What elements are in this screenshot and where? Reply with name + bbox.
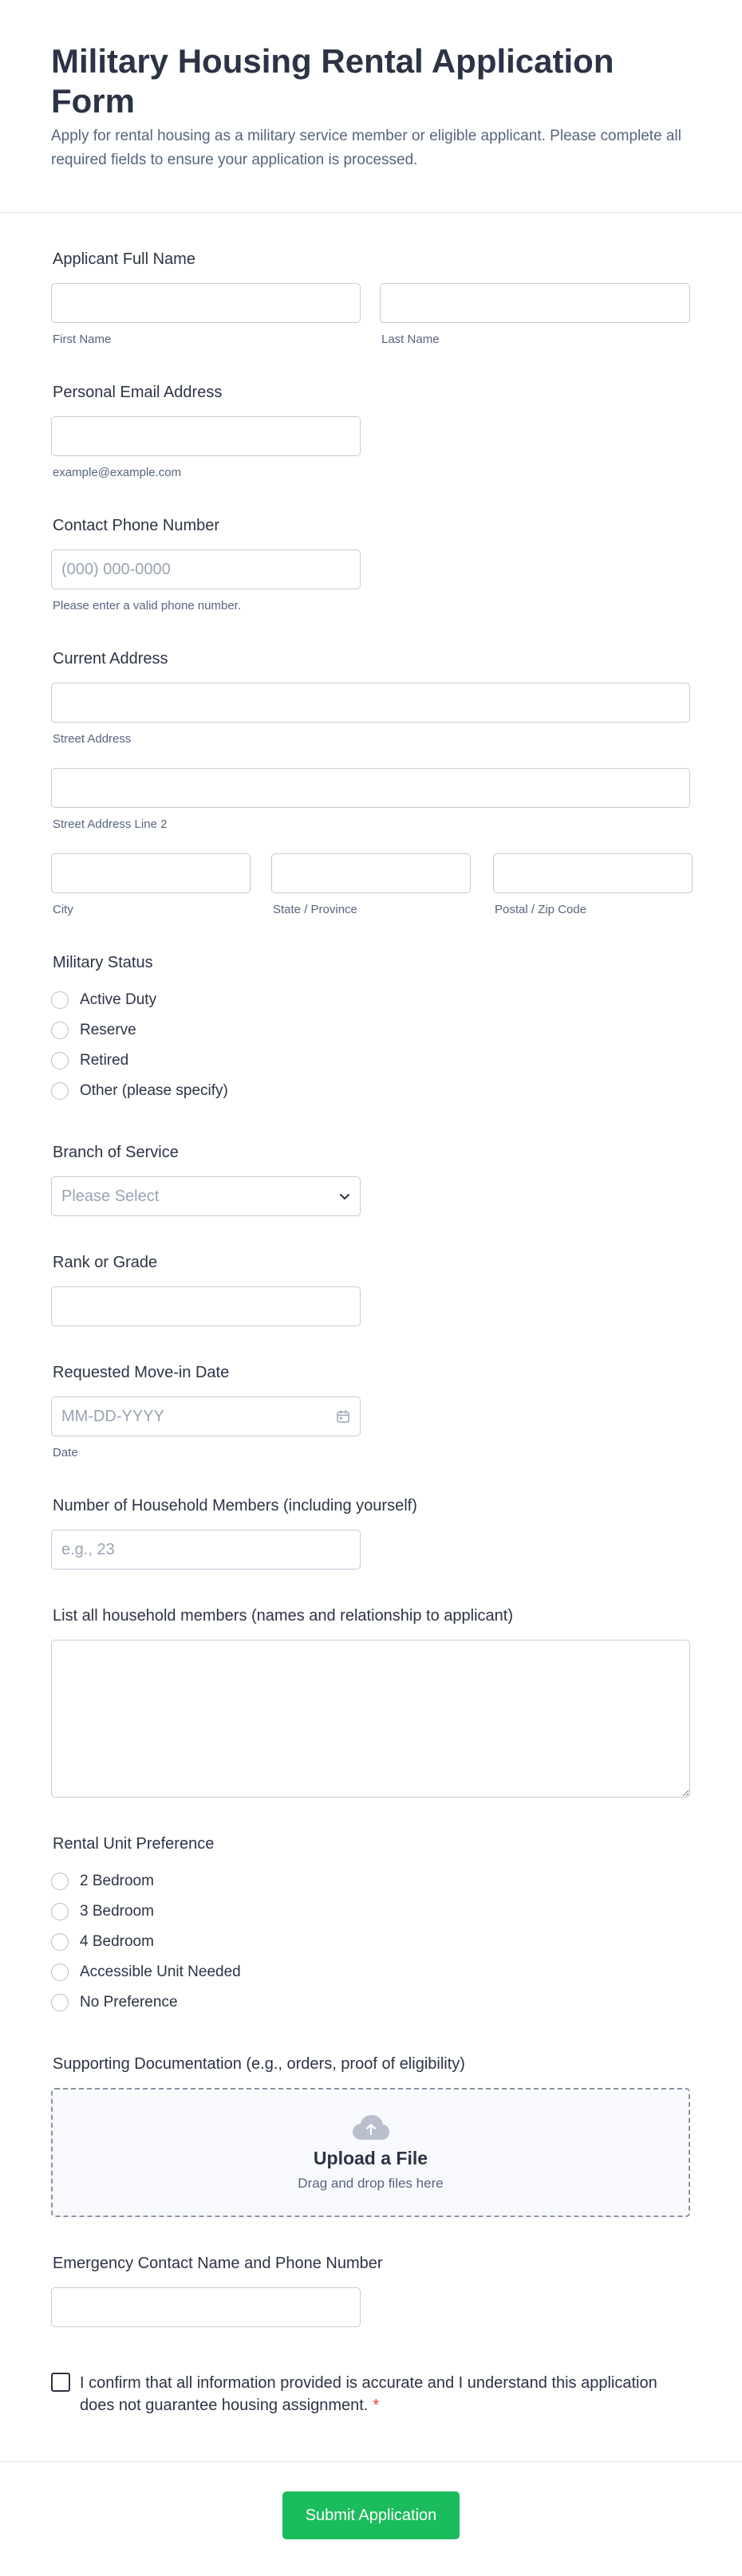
email-label: Personal Email Address — [53, 384, 223, 401]
radio-option-label: 3 Bedroom — [80, 1903, 154, 1920]
radio-circle[interactable] — [51, 1903, 69, 1920]
rank-label: Rank or Grade — [53, 1254, 158, 1271]
radio-option-label: Other (please specify) — [80, 1082, 228, 1099]
email-section — [51, 383, 691, 479]
form-body — [0, 250, 742, 2416]
email-sublabel: example@example.com — [53, 466, 182, 479]
branch-section — [51, 1143, 691, 1216]
radio-circle[interactable] — [51, 1994, 69, 2011]
radio-option-label: 2 Bedroom — [80, 1873, 154, 1889]
household-list-textarea[interactable] — [51, 1640, 690, 1798]
move-in-sublabel: Date — [53, 1446, 78, 1459]
radio-option-label: Active Duty — [80, 991, 157, 1008]
household-count-input[interactable] — [51, 1530, 361, 1570]
emergency-contact-section — [51, 2254, 691, 2327]
state-input[interactable] — [271, 853, 471, 893]
radio-circle[interactable] — [51, 1873, 69, 1890]
file-upload-dropzone[interactable] — [51, 2088, 690, 2217]
street-address-input[interactable] — [51, 683, 690, 723]
required-mark: * — [373, 2397, 380, 2414]
branch-select[interactable] — [51, 1176, 361, 1216]
full-name-section — [51, 250, 691, 346]
branch-placeholder: Please Select — [61, 1187, 160, 1205]
emergency-contact-label: Emergency Contact Name and Phone Number — [53, 2255, 383, 2272]
last-name-sublabel: Last Name — [381, 333, 440, 346]
radio-circle[interactable] — [51, 1082, 69, 1100]
confirm-label: I confirm that all information provided is accurate and I understand this application does not guarantee housing assignment. — [80, 2374, 657, 2414]
submit-button[interactable]: Submit Application — [282, 2491, 460, 2539]
confirm-text — [80, 2372, 691, 2416]
city-input[interactable] — [51, 853, 251, 893]
email-input[interactable] — [51, 416, 361, 456]
documents-section — [51, 2054, 691, 2217]
military-status-section — [51, 953, 691, 1106]
confirm-checkbox[interactable] — [51, 2373, 70, 2392]
first-name-sublabel: First Name — [53, 333, 112, 346]
move-in-label: Requested Move-in Date — [53, 1364, 230, 1381]
zip-sublabel: Postal / Zip Code — [495, 903, 587, 916]
calendar-icon[interactable] — [336, 1409, 350, 1424]
full-name-label: Applicant Full Name — [53, 250, 195, 268]
phone-section — [51, 516, 691, 612]
unit-preference-option[interactable] — [51, 1987, 691, 2018]
radio-circle[interactable] — [51, 1964, 69, 1981]
cloud-upload-icon — [351, 2114, 391, 2141]
address-label: Current Address — [53, 650, 168, 668]
first-name-input[interactable] — [51, 283, 361, 323]
radio-option-label: Reserve — [80, 1022, 136, 1038]
household-count-placeholder: e.g., 23 — [61, 1540, 115, 1558]
radio-circle[interactable] — [51, 1022, 69, 1039]
form-subtitle: Apply for rental housing as a military service member or eligible applicant. Please complete all required fields to ensure your application is processed. — [51, 128, 681, 168]
last-name-input[interactable] — [380, 283, 690, 323]
branch-label: Branch of Service — [53, 1144, 179, 1161]
phone-input[interactable] — [51, 549, 361, 589]
zip-input[interactable] — [493, 853, 693, 893]
unit-preference-section — [51, 1834, 691, 2018]
upload-subtitle: Drag and drop files here — [298, 2175, 444, 2191]
unit-preference-option[interactable] — [51, 1866, 691, 1897]
rank-section — [51, 1253, 691, 1326]
unit-preference-option[interactable] — [51, 1897, 691, 1927]
military-status-option[interactable] — [51, 1076, 691, 1106]
street-address-line2-sublabel: Street Address Line 2 — [53, 817, 168, 831]
confirm-section — [51, 2372, 691, 2416]
city-sublabel: City — [53, 903, 73, 916]
move-in-section — [51, 1363, 691, 1459]
move-in-date-input[interactable] — [51, 1396, 361, 1436]
household-count-section — [51, 1496, 691, 1570]
radio-option-label: 4 Bedroom — [80, 1933, 154, 1950]
household-list-label: List all household members (names and relationship to applicant) — [53, 1607, 513, 1625]
radio-circle[interactable] — [51, 991, 69, 1009]
military-status-label: Military Status — [53, 954, 153, 971]
rank-input[interactable] — [51, 1286, 361, 1326]
radio-option-label: No Preference — [80, 1994, 178, 2011]
phone-sublabel: Please enter a valid phone number. — [53, 599, 241, 612]
date-placeholder: MM-DD-YYYY — [61, 1407, 164, 1425]
household-list-section — [51, 1606, 691, 1798]
address-section — [51, 649, 691, 916]
unit-preference-option[interactable] — [51, 1927, 691, 1957]
phone-placeholder: (000) 000-0000 — [61, 560, 171, 578]
phone-label: Contact Phone Number — [53, 517, 220, 534]
upload-title: Upload a File — [313, 2147, 428, 2168]
street-address-sublabel: Street Address — [53, 732, 132, 746]
radio-circle[interactable] — [51, 1052, 69, 1069]
chevron-down-icon — [339, 1191, 350, 1202]
radio-option-label: Retired — [80, 1052, 129, 1069]
military-status-option[interactable] — [51, 1015, 691, 1046]
form-header — [0, 0, 742, 213]
street-address-line2-input[interactable] — [51, 768, 690, 808]
unit-preference-label: Rental Unit Preference — [53, 1835, 215, 1853]
radio-option-label: Accessible Unit Needed — [80, 1964, 241, 1980]
form-title: Military Housing Rental Application Form — [51, 42, 614, 120]
unit-preference-option[interactable] — [51, 1957, 691, 1987]
form-footer — [0, 2461, 742, 2576]
household-count-label: Number of Household Members (including yourself) — [53, 1497, 417, 1514]
state-sublabel: State / Province — [273, 903, 357, 916]
military-status-option[interactable] — [51, 985, 691, 1015]
radio-circle[interactable] — [51, 1933, 69, 1951]
military-status-option[interactable] — [51, 1046, 691, 1076]
emergency-contact-input[interactable] — [51, 2287, 361, 2327]
documents-label: Supporting Documentation (e.g., orders, proof of eligibility) — [53, 2055, 465, 2073]
